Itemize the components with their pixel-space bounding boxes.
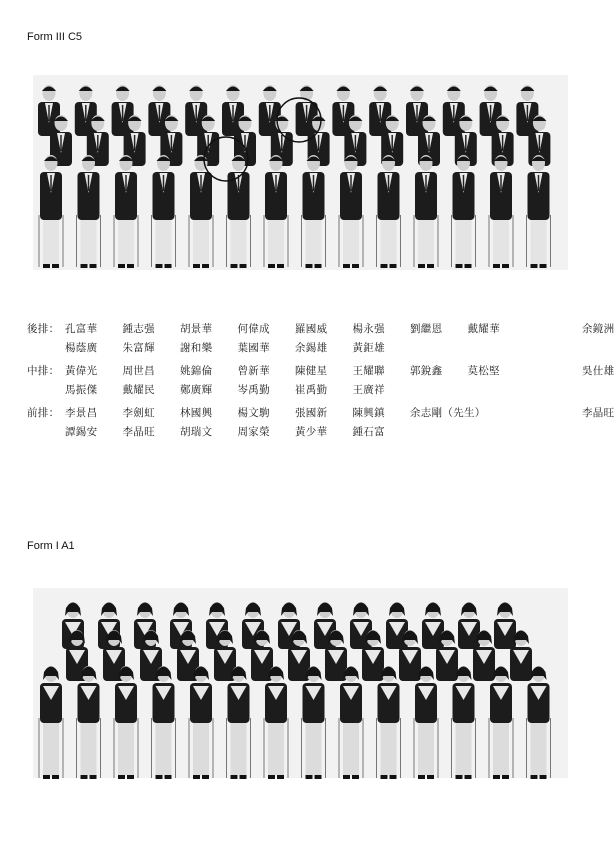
- student-name: 郭銳鑫: [410, 365, 443, 377]
- back-row: [27, 320, 614, 358]
- student-name: 鍾志强: [122, 323, 155, 335]
- form3-name-list: [27, 320, 614, 446]
- student-name: 楊文駒: [237, 407, 270, 419]
- middle-row-names: [65, 362, 614, 400]
- student-name: 余鏡洲: [582, 323, 614, 335]
- student-name: 陳興鎮: [352, 407, 385, 419]
- student-name: 何偉成: [237, 323, 270, 335]
- student-name: 李晶旺: [582, 407, 614, 419]
- student-name: 黃少華: [295, 426, 328, 438]
- student-name: 劉繼恩: [410, 323, 443, 335]
- student-name: 姚錦倫: [180, 365, 213, 377]
- student-name: 馬振傑: [65, 384, 98, 396]
- student-name: 黃鉅雄: [352, 342, 385, 354]
- student-name: 周家榮: [237, 426, 270, 438]
- student-name: 謝和樂: [180, 342, 213, 354]
- front-row-names: [65, 404, 614, 442]
- student-name: 崔禹勤: [295, 384, 328, 396]
- student-name: 王耀聯: [352, 365, 385, 377]
- student-name: 楊永强: [352, 323, 385, 335]
- form3-class-photo: [33, 75, 568, 270]
- row-label: 前排：: [27, 407, 60, 419]
- student-name: 朱富輝: [122, 342, 155, 354]
- student-name: 林國興: [180, 407, 213, 419]
- student-name: 鍾石富: [352, 426, 385, 438]
- back-row-names: [65, 320, 614, 358]
- student-name: 黃偉光: [65, 365, 98, 377]
- teacher-name: 余志剛（先生）: [410, 407, 486, 419]
- row-label: 中排：: [27, 365, 60, 377]
- student-name: 周世昌: [122, 365, 155, 377]
- middle-row: [27, 362, 614, 400]
- front-row: [27, 404, 614, 442]
- student-name: 吳仕雄: [582, 365, 614, 377]
- student-name: 葉國華: [237, 342, 270, 354]
- student-name: 李晶旺: [122, 426, 155, 438]
- form3-title: Form III C5: [27, 31, 83, 43]
- form1-title: Form I A1: [27, 540, 75, 552]
- student-name: 莫松堅: [467, 365, 500, 377]
- student-name: 胡景華: [180, 323, 213, 335]
- student-name: 楊蔭廣: [65, 342, 98, 354]
- student-name: 戴耀民: [122, 384, 155, 396]
- student-name: 譚錫安: [65, 426, 98, 438]
- student-name: 李劍虹: [122, 407, 155, 419]
- student-name: 岑禹勤: [237, 384, 270, 396]
- student-name: 戴耀華: [467, 323, 500, 335]
- student-name: 羅國威: [295, 323, 328, 335]
- student-name: 張國新: [295, 407, 328, 419]
- form1-class-photo: [33, 588, 568, 778]
- row-label: 後排：: [27, 323, 60, 335]
- student-name: 陳健星: [295, 365, 328, 377]
- student-name: 李景昌: [65, 407, 98, 419]
- student-name: 孔富華: [65, 323, 98, 335]
- student-name: 余錫雄: [295, 342, 328, 354]
- student-name: 王廣祥: [352, 384, 385, 396]
- student-name: 鄭廣輝: [180, 384, 213, 396]
- student-name: 曾新華: [237, 365, 270, 377]
- student-name: 胡瑞文: [180, 426, 213, 438]
